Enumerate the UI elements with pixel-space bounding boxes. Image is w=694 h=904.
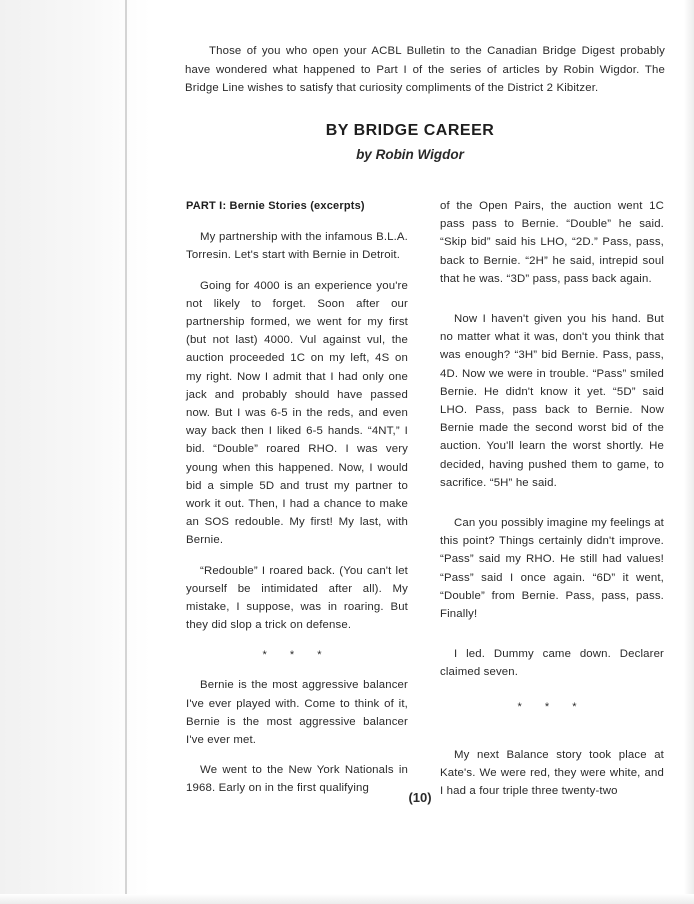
left-column	[186, 197, 408, 810]
paragraph: Bernie is the most aggressive balancer I've ever played with. Come to think of it, Bernie is the most aggressive balancer I've ever met.	[186, 679, 408, 747]
right-page-edge	[684, 0, 694, 904]
binding-shadow	[0, 0, 150, 904]
paragraph: Going for 4000 is an experience you're not likely to forget. Soon after our partnership formed, we went for my first (but not last) 4000. Vul against vul, the auction proceeded 1C on my left, 4S on my right. Now I admit that I had only one jack and probably should have passed now. But I was 6-5 in the reds, and even way back then I liked 6-5 hands. “4NT,” I bid. “Double” roared RHO. I was very young when this happened. Now, I would bid a simple 5D and trust my partner to work it out. Then, I had a chance to make an SOS redouble. My first! My last, with Bernie.	[186, 279, 408, 547]
paragraph: I led. Dummy came down. Declarer claimed seven.	[440, 648, 664, 679]
section-break: * * *	[517, 700, 587, 713]
paragraph: of the Open Pairs, the auction went 1C pass pass to Bernie. “Double” he said. “Skip bid” said his LHO, “2D.” Pass, pass, back to Bernie. “2H” he said, intrepid soul that he was. “3D” pass, pass back again.	[440, 200, 664, 285]
article-byline: by Robin Wigdor	[356, 147, 464, 162]
paragraph: We went to the New York Nationals in 1968. Early on in the first qualifying	[186, 764, 408, 795]
paragraph: My partnership with the infamous B.L.A. Torresin. Let's start with Bernie in Detroit.	[186, 231, 408, 262]
paragraph: “Redouble” I roared back. (You can't let yourself be intimidated after all). My mistake, I suppose, was in roaring. But they did slop a trick on defense.	[186, 564, 408, 632]
page-number: (10)	[408, 790, 432, 805]
bottom-page-edge	[0, 894, 694, 904]
right-column	[440, 197, 664, 812]
page-edge-line	[125, 0, 127, 904]
section-heading: PART I: Bernie Stories (excerpts)	[186, 200, 365, 212]
article-title: BY BRIDGE CAREER	[325, 122, 495, 139]
paragraph: Can you possibly imagine my feelings at this point? Things certainly didn't improve. “Pass” said my RHO. He still had values! “Pass” said I once again. “6D” it went, “Double” from Bernie. Pass, pass, pass. Finally!	[440, 517, 664, 621]
paragraph: My next Balance story took place at Kate's. We were red, they were white, and I had a four triple three twenty-two	[440, 748, 664, 798]
intro-paragraph: Those of you who open your ACBL Bulletin to the Canadian Bridge Digest probably have wondered what happened to Part I of the series of articles by Robin Wigdor. The Bridge Line wishes to satisfy that curiosity compliments of the District 2 Kibitzer.	[185, 45, 665, 94]
paragraph: Now I haven't given you his hand. But no matter what it was, don't you think that was enough? “3H” bid Bernie. Pass, pass, 4D. Now we were in trouble. “Pass” smiled Bernie. He didn't know it yet. “5D” said LHO. Pass, pass back to Bernie. Now Bernie made the second worst bid of the auction. You'll learn the worst shortly. He decided, having pushed them to game, to sacrifice. “5H” he said.	[440, 313, 664, 489]
section-break: * * *	[262, 649, 332, 662]
